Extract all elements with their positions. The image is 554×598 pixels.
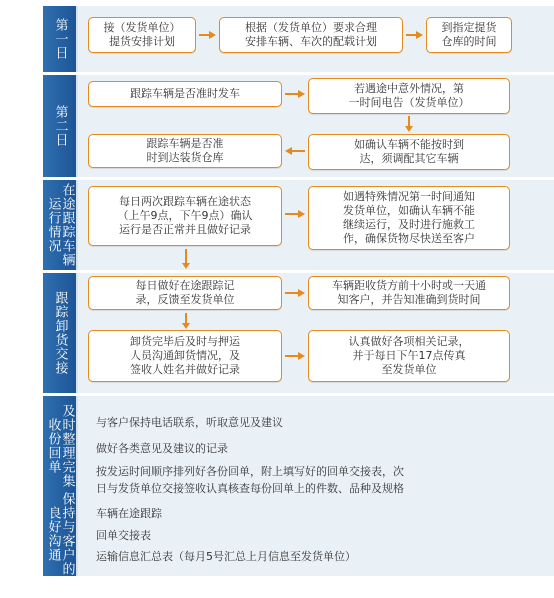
- arrow-d1-1: [199, 29, 216, 41]
- list-item-vehicle-tracking: 车辆在途跟踪: [96, 507, 162, 520]
- stage-label-tracking: [43, 180, 78, 270]
- stage-label-day1: [43, 6, 78, 72]
- box-receive-pickup-plan: [88, 17, 196, 53]
- arrow-un-1: [285, 287, 305, 299]
- arrow-d1-2: [406, 29, 423, 41]
- box-special-situation-text: 如遇特殊情况第一时间通知 发货单位，如确认车辆不能 继续运行，及时进行施救工 作，确保货物尽快送至客户: [343, 190, 475, 245]
- box-twice-daily-tracking-text: 每日两次跟踪车辆在途状态 （上午9点，下午9点）确认 运行是否正常并且做好记录: [117, 195, 253, 236]
- stage-label-day2-text: 第二日: [52, 105, 68, 147]
- stage-label-day1-text: 第一日: [52, 18, 68, 60]
- box-reallocate-vehicle-text: 如确认车辆不能按时到 达，须调配其它车辆: [354, 138, 464, 165]
- arrow-un-down: [181, 313, 191, 329]
- box-fax-records-text: 认真做好各项相关记录， 并于每日下午17点传真 至发货单位: [348, 335, 470, 376]
- stage-label-communication-text: 保持与客户的良好沟通: [45, 492, 75, 576]
- box-arrange-vehicles: [219, 17, 403, 53]
- stage-label-receipts-text: 及时整理完集收份回单: [45, 404, 75, 488]
- box-daily-record-text: 每日做好在途跟踪记 录，反馈至发货单位: [135, 279, 235, 306]
- arrow-un-2: [285, 350, 305, 362]
- box-daily-record: [88, 276, 282, 310]
- box-notify-customer: [308, 276, 510, 310]
- list-item-receipt-handover: 按发运时间顺序排列好各份回单，附上填写好的回单交接表，次 日与发货单位交接签收认真核查每份回单上的件数、品种及规格: [96, 465, 404, 495]
- box-fax-records: [308, 330, 510, 382]
- box-track-arrival: [88, 134, 282, 168]
- arrow-d2-2: [285, 145, 305, 157]
- box-receive-pickup-plan-text: 接（发货单位） 提货安排计划: [103, 21, 181, 48]
- list-item-transport-summary: 运输信息汇总表（每月5号汇总上月信息至发货单位）: [96, 550, 356, 563]
- stage-label-unloading: [43, 273, 78, 393]
- box-unloading-complete-text: 卸货完毕后及时与押运 人员沟通卸货情况，及 签收人姓名并做好记录: [130, 335, 240, 376]
- stage-label-unloading-text: 跟踪卸货交接: [52, 291, 68, 375]
- box-unloading-complete: [88, 330, 282, 382]
- box-twice-daily-tracking: [88, 186, 282, 246]
- box-accident-report: [308, 78, 510, 114]
- arrow-d2-down: [404, 116, 414, 132]
- list-item-feedback-record: 做好各类意见及建议的记录: [96, 442, 228, 455]
- box-track-arrival-text: 跟踪车辆是否准 时到达装货仓库: [146, 137, 224, 164]
- arrow-tr-down: [181, 249, 191, 269]
- box-notify-customer-text: 车辆距收货方前十小时或一天通 知客户，并告知准确到货时间: [332, 279, 486, 306]
- stage-label-tracking-text: 在途跟踪车辆运行情况: [45, 183, 75, 267]
- box-track-departure-text: 跟踪车辆是否准时发车: [130, 87, 240, 100]
- box-warehouse-time: [426, 17, 512, 53]
- box-track-departure: [88, 81, 282, 107]
- list-item-phone-contact: 与客户保持电话联系，听取意见及建议: [96, 416, 283, 429]
- arrow-d2-1: [285, 88, 305, 100]
- stage-label-receipts: [43, 396, 78, 576]
- list-item-receipt-form: 回单交接表: [96, 529, 151, 542]
- arrow-tr-1: [285, 208, 305, 220]
- box-accident-report-text: 若遇途中意外情况，第 一时间电告（发货单位）: [348, 82, 470, 109]
- box-warehouse-time-text: 到指定提货 仓库的时间: [441, 21, 497, 48]
- box-arrange-vehicles-text: 根据（发货单位）要求合理 安排车辆、车次的配载计划: [245, 21, 377, 48]
- box-special-situation: [308, 186, 510, 250]
- box-reallocate-vehicle: [308, 134, 510, 170]
- stage-label-day2: [43, 75, 78, 177]
